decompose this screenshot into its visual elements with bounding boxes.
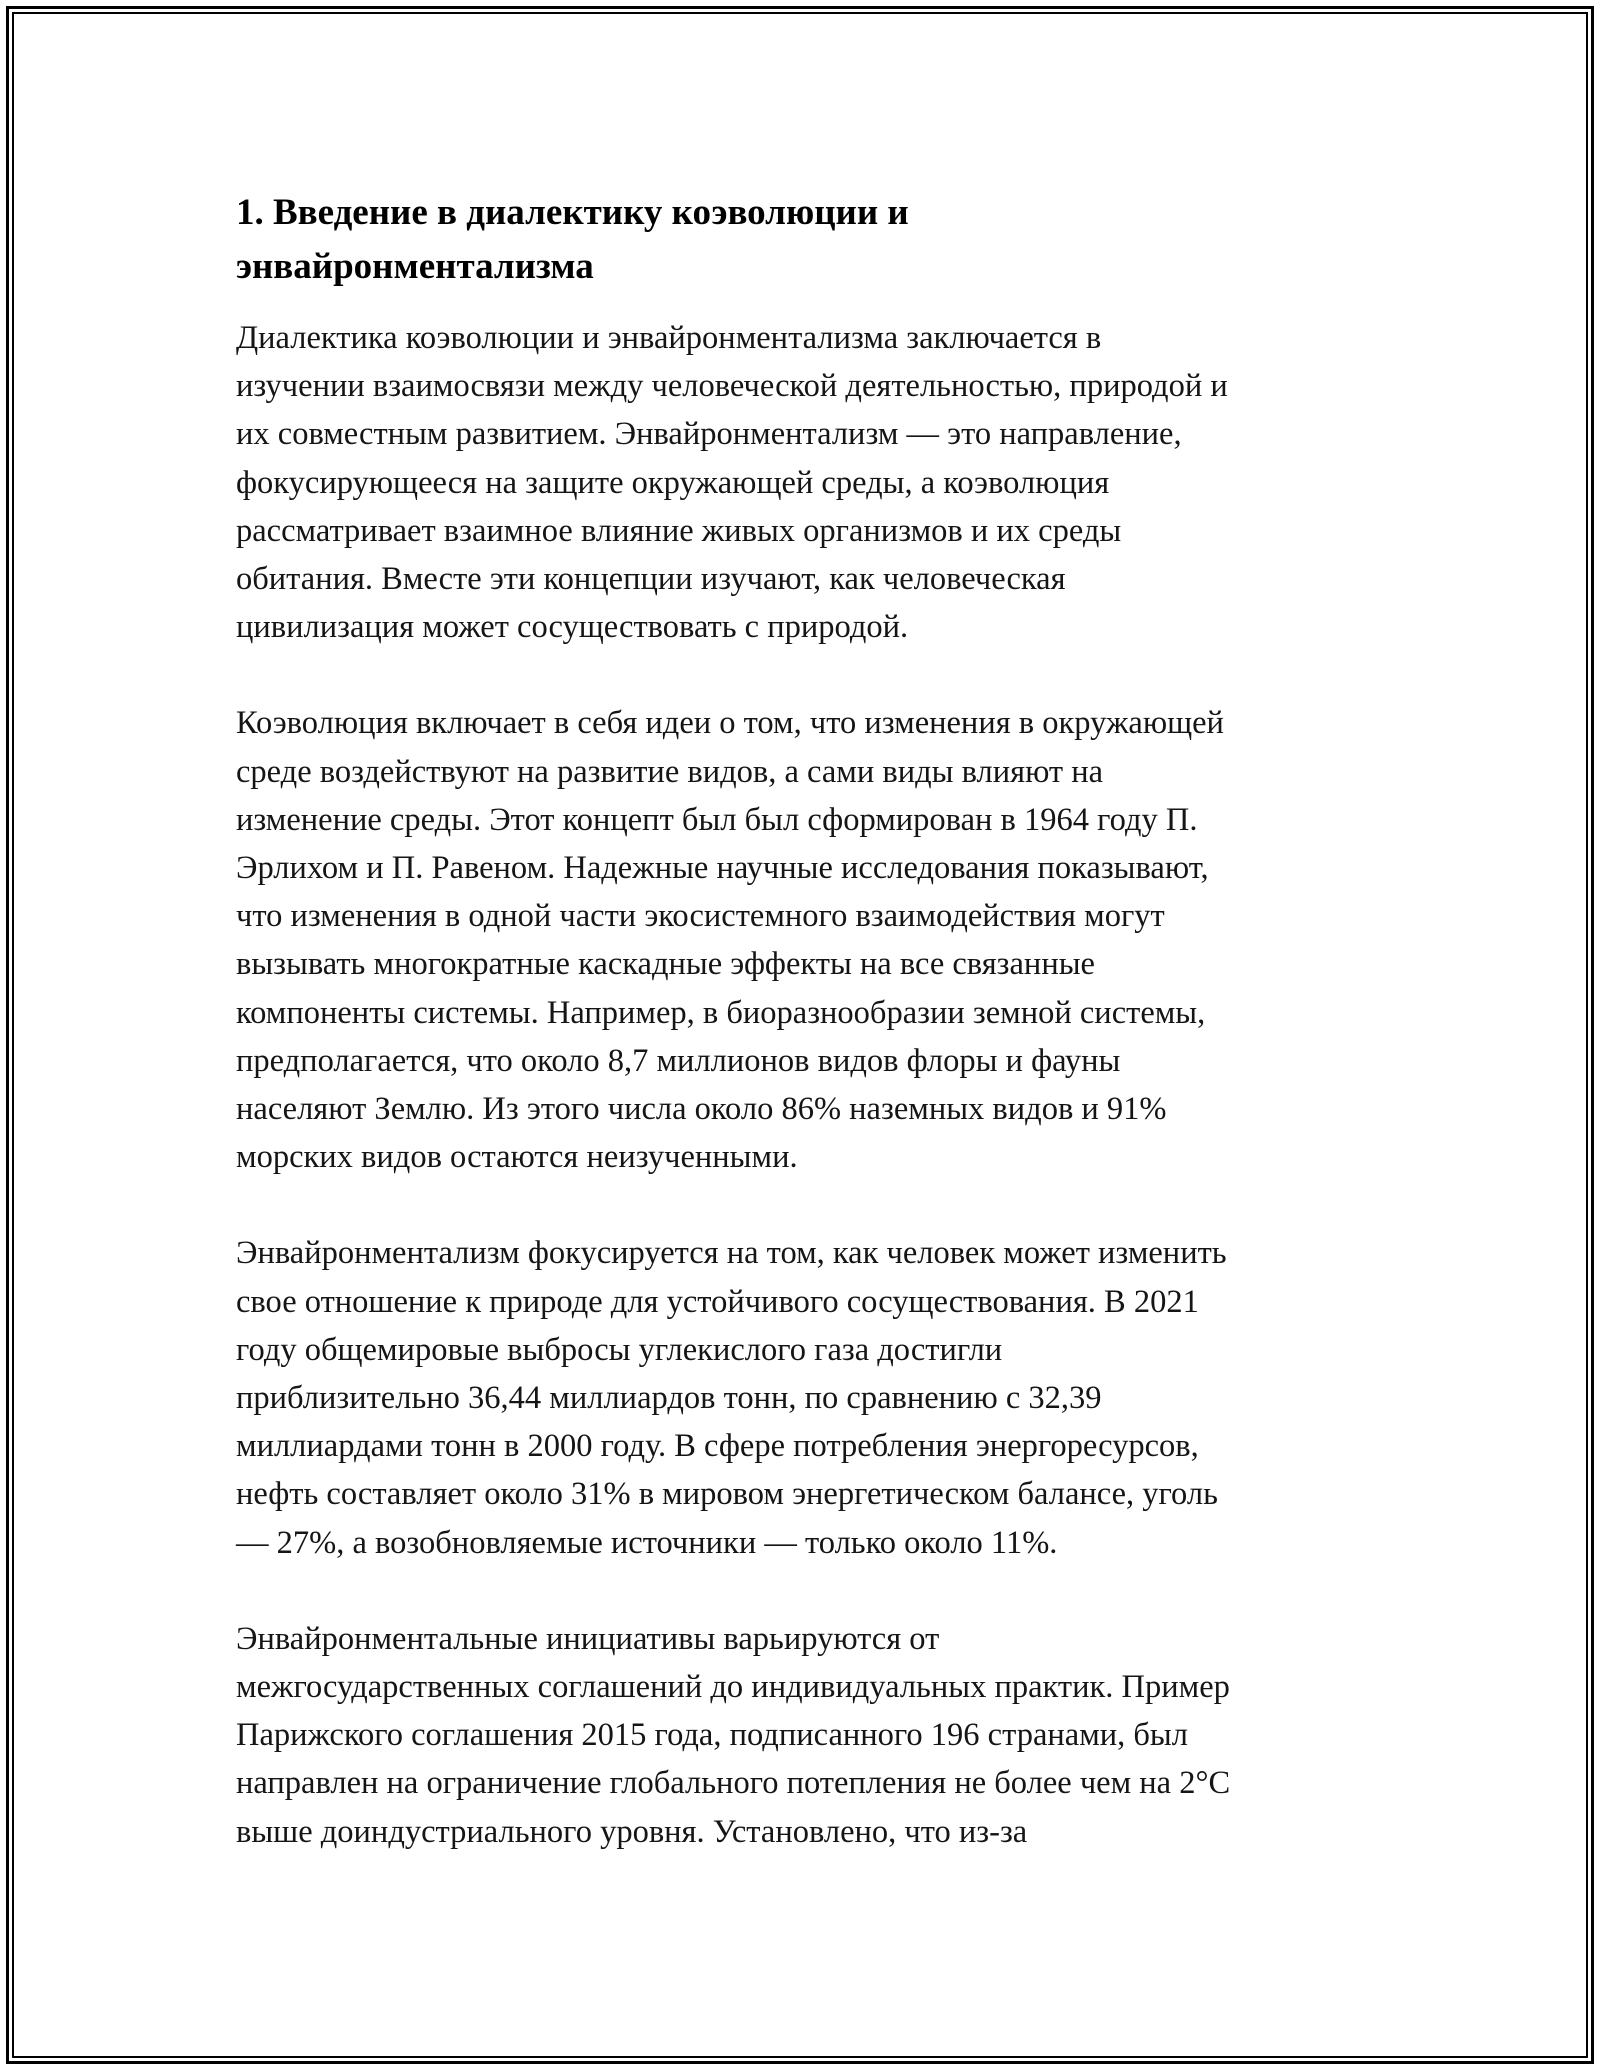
text-line: Диалектика коэволюции и энвайронментализма заключается в: [236, 320, 1102, 356]
paragraph-coevolution: [236, 699, 1376, 1181]
text-line: приблизительно 36,44 миллиардов тонн, по сравнению с 32,39: [236, 1380, 1102, 1417]
text-line: предполагается, что около 8,7 миллионов видов флоры и фауны: [236, 1042, 1121, 1079]
text-line: миллиардами тонн в 2000 году. В сфере потребления энергоресурсов,: [236, 1428, 1199, 1465]
heading-line: энвайронментализма: [236, 246, 594, 287]
paragraph-intro: [236, 314, 1376, 651]
text-line: Коэволюция включает в себя идеи о том, что изменения в окружающей: [236, 705, 1224, 742]
text-line: рассматривает взаимное влияние живых организмов и их среды: [236, 512, 1122, 549]
text-line: изменение среды. Этот концепт был был сформирован в 1964 году П.: [236, 801, 1198, 838]
text-line: Энвайронментальные инициативы варьируются от: [236, 1620, 940, 1657]
text-line: свое отношение к природе для устойчивого сосуществования. В 2021: [236, 1283, 1199, 1320]
text-line: изучении взаимосвязи между человеческой деятельностью, природой и: [236, 368, 1228, 405]
text-line: компоненты системы. Например, в биоразнообразии земной системы,: [236, 994, 1206, 1031]
text-line: среде воздействуют на развитие видов, а сами виды влияют на: [236, 753, 1104, 790]
text-line: Парижского соглашения 2015 года, подписанного 196 странами, был: [236, 1717, 1188, 1754]
text-line: Энвайронментализм фокусируется на том, как человек может изменить: [236, 1235, 1227, 1272]
text-line: населяют Землю. Из этого числа около 86% наземных видов и 91%: [236, 1091, 1167, 1128]
text-line: фокусирующееся на защите окружающей среды, а коэволюция: [236, 464, 1110, 501]
text-line: межгосударственных соглашений до индивидуальных практик. Пример: [236, 1669, 1230, 1706]
text-line: — 27%, а возобновляемые источники — только около 11%.: [236, 1524, 1058, 1561]
text-line: вызывать многократные каскадные эффекты на все связанные: [236, 946, 1095, 983]
text-line: их совместным развитием. Энвайронментализм — это направление,: [236, 416, 1182, 453]
text-line: году общемировые выбросы углекислого газа достигли: [236, 1331, 1003, 1368]
heading-line: 1. Введение в диалектику коэволюции и: [236, 192, 909, 233]
document-body: [236, 186, 1376, 1904]
text-line: обитания. Вместе эти концепции изучают, как человеческая: [236, 561, 1066, 598]
text-line: направлен на ограничение глобального потепления не более чем на 2°C: [236, 1765, 1231, 1802]
paragraph-environmentalism: [236, 1229, 1376, 1566]
text-line: морских видов остаются неизученными.: [236, 1139, 798, 1176]
text-line: цивилизация может сосуществовать с природой.: [236, 609, 909, 646]
text-line: что изменения в одной части экосистемного взаимодействия могут: [236, 898, 1165, 935]
text-line: Эрлихом и П. Равеном. Надежные научные исследования показывают,: [236, 850, 1209, 887]
text-line: выше доиндустриального уровня. Установлено, что из-за: [236, 1813, 1028, 1850]
paragraph-initiatives: [236, 1615, 1376, 1856]
text-line: нефть составляет около 31% в мировом энергетическом балансе, уголь: [236, 1476, 1218, 1513]
section-heading: [236, 186, 1376, 294]
